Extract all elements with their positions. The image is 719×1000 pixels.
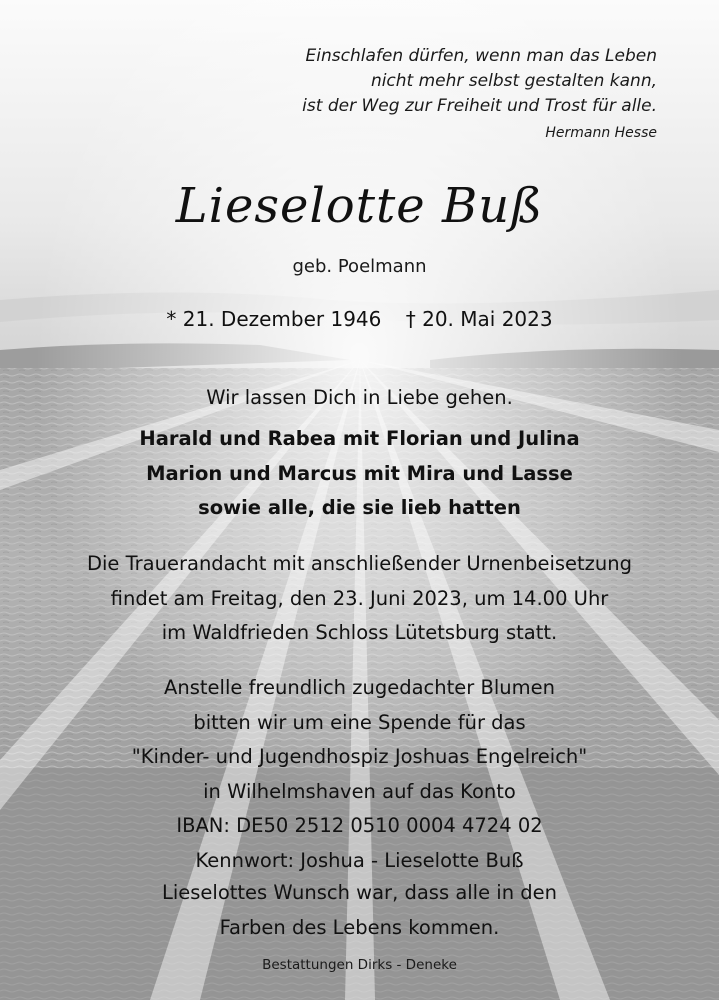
mourner-line: Harald und Rabea mit Florian und Julina — [139, 427, 580, 450]
ceremony-line: findet am Freitag, den 23. Juni 2023, um 14.00 Uhr — [110, 586, 609, 610]
ceremony-line: Die Trauerandacht mit anschließender Urnenbeisetzung — [86, 552, 633, 575]
mourner-line: sowie alle, die sie lieb hatten — [198, 496, 521, 519]
birth-name: geb. Poelmann — [292, 256, 427, 277]
mourners-block — [0, 422, 719, 526]
farewell-block — [0, 381, 719, 416]
donation-line: in Wilhelmshaven auf das Konto — [203, 779, 516, 803]
mourner-line: Marion und Marcus mit Mira und Lasse — [146, 461, 573, 485]
quote-line: Einschlafen dürfen, wenn man das Leben — [305, 46, 657, 66]
quote-author: Hermann Hesse — [545, 125, 657, 141]
death-date: † 20. Mai 2023 — [405, 307, 553, 331]
quote — [237, 44, 657, 119]
deceased-name: Lieselotte Buß — [175, 178, 544, 234]
donation-line: "Kinder- und Jugendhospiz Joshuas Engelreich" — [131, 745, 588, 768]
donation-line: bitten wir um eine Spende für das — [193, 710, 526, 734]
wish-block — [0, 876, 719, 945]
donation-line: Anstelle freundlich zugedachter Blumen — [164, 676, 555, 699]
quote-line: ist der Weg zur Freiheit und Trost für alle. — [302, 96, 657, 116]
undertaker: Bestattungen Dirks - Deneke — [262, 957, 457, 973]
donation-keyword-line: Kennwort: Joshua - Lieselotte Buß — [195, 848, 524, 872]
life-dates — [0, 307, 719, 331]
farewell-line: Wir lassen Dich in Liebe gehen. — [206, 386, 513, 409]
quote-line: nicht mehr selbst gestalten kann, — [370, 71, 657, 91]
birth-date: * 21. Dezember 1946 — [166, 307, 382, 331]
ceremony-line: im Waldfrieden Schloss Lütetsburg statt. — [161, 621, 558, 644]
donation-block — [0, 671, 719, 878]
iban-line: IBAN: DE50 2512 0510 0004 4724 02 — [176, 814, 543, 837]
wish-line: Lieselottes Wunsch war, dass alle in den — [161, 881, 558, 904]
ceremony-block — [0, 547, 719, 651]
wish-line: Farben des Lebens kommen. — [219, 915, 500, 939]
